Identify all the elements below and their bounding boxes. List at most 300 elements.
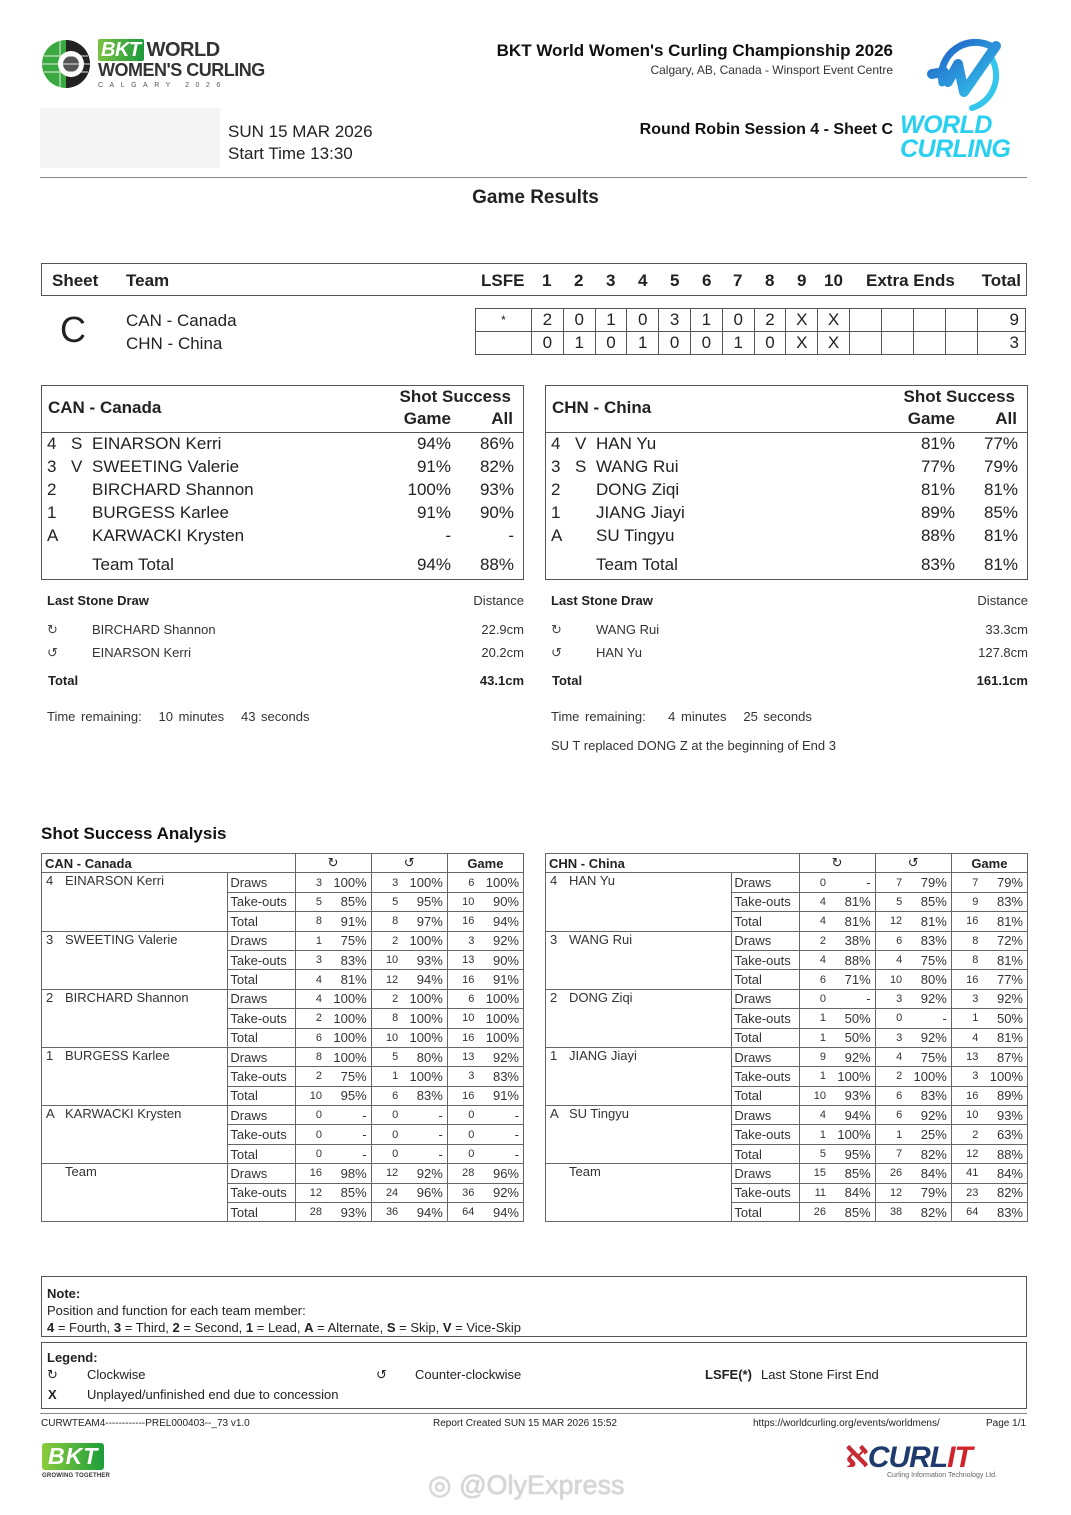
player-position: 1 [47, 503, 57, 522]
shot-count: 23 [951, 1183, 978, 1202]
shot-pct: 92% [978, 989, 1027, 1008]
shot-pct: 94% [474, 912, 523, 931]
note-key: V [442, 1320, 452, 1335]
event-title: BKT World Women's Curling Championship 2026 [496, 41, 893, 60]
shot-pct: 83% [322, 950, 371, 969]
game-pct: 81% [920, 434, 955, 453]
game-pct: - [445, 526, 451, 545]
extra-end-score [849, 332, 881, 355]
logo-line1: WORLD [146, 38, 220, 61]
analysis-player [42, 1047, 228, 1105]
analysis-row [42, 931, 524, 950]
player-last-name: EINARSON [92, 434, 181, 453]
shot-pct: 100% [398, 989, 447, 1008]
team-name-can: CAN - Canada [126, 311, 237, 330]
logo-line3: CALGARY 2026 [98, 81, 227, 89]
shot-pct: 100% [322, 873, 371, 892]
analysis-player-pos: 3 [46, 931, 54, 947]
lsfe-cell [476, 332, 532, 355]
shot-pct: 50% [826, 1009, 875, 1028]
note-key: S [386, 1320, 396, 1335]
shot-pct: 92% [902, 989, 951, 1008]
player-row [546, 526, 1027, 549]
logo-bkt-mark: BKT [98, 39, 144, 61]
shot-type: Draws [732, 1047, 799, 1066]
footer-divider [40, 1413, 1027, 1414]
analysis-player-name: WANG Rui [569, 931, 633, 947]
shot-count: 3 [875, 1028, 902, 1047]
note-key: A [304, 1320, 314, 1335]
end-score: 2 [532, 309, 564, 332]
shot-count: 8 [951, 931, 978, 950]
shot-count: 64 [447, 1203, 474, 1222]
clockwise-icon: ↻ [551, 622, 562, 637]
analysis-player-name: JIANG Jiayi [569, 1047, 637, 1063]
note-meaning: = Fourth, [54, 1320, 114, 1335]
shot-pct: 100% [398, 931, 447, 950]
shot-count: 5 [371, 892, 398, 911]
extra-end-score [881, 309, 913, 332]
shot-pct: 89% [978, 1086, 1027, 1105]
shot-pct: 83% [902, 1086, 951, 1105]
shot-pct: 100% [474, 1028, 523, 1047]
shot-count: 10 [875, 970, 902, 989]
shot-pct: - [474, 1125, 523, 1144]
player-last-name: WANG [596, 457, 649, 476]
shot-pct: 80% [398, 1047, 447, 1066]
shot-pct: - [474, 1106, 523, 1125]
curlit-name-b: IT [947, 1441, 972, 1474]
end-score: 1 [563, 332, 595, 355]
player-position: 4 [47, 434, 57, 453]
end-score: X [818, 309, 850, 332]
all-pct: 81% [983, 480, 1018, 499]
world-curling-logo [898, 38, 1033, 168]
last-stone-draw-can [41, 593, 524, 696]
player-function: S [575, 457, 587, 476]
analysis-player [546, 1164, 732, 1222]
all-pct: 85% [983, 503, 1018, 522]
analysis-player [42, 1164, 228, 1222]
analysis-player [42, 1106, 228, 1164]
player-first-name: Karlee [179, 503, 230, 522]
weibo-icon: ◎ [428, 1470, 452, 1500]
shot-pct: 85% [322, 892, 371, 911]
shot-type: Take-outs [228, 1009, 295, 1028]
all-pct: 79% [983, 457, 1018, 476]
sheet-letter: C [60, 309, 86, 350]
lsd-title: Last Stone Draw [47, 593, 149, 608]
shot-pct: 79% [902, 873, 951, 892]
shot-count: 13 [951, 1047, 978, 1066]
shot-pct: - [398, 1144, 447, 1163]
col-end-2: 2 [574, 271, 584, 290]
shot-count: 4 [799, 892, 826, 911]
shot-type: Take-outs [228, 1125, 295, 1144]
end-score: X [786, 332, 818, 355]
analysis-row [42, 1047, 524, 1066]
team-total-row [546, 555, 1027, 578]
shot-analysis-table-chn [545, 853, 1028, 1222]
legend-x-key: X [48, 1387, 57, 1402]
shot-pct: 96% [474, 1164, 523, 1183]
shot-count: 3 [295, 950, 322, 969]
legend-box [41, 1342, 1027, 1409]
shot-count: 16 [951, 970, 978, 989]
legend-x: Unplayed/unfinished end due to concession [87, 1387, 339, 1402]
analysis-game-header: Game [951, 854, 1027, 873]
legend-title: Legend: [47, 1350, 98, 1365]
counter-clockwise-icon: ↺ [371, 854, 447, 873]
player-position: 4 [551, 434, 561, 453]
analysis-row [546, 1164, 1028, 1183]
shot-count: 16 [447, 970, 474, 989]
clockwise-icon: ↻ [295, 854, 371, 873]
shot-count: 0 [371, 1144, 398, 1163]
shot-pct: 100% [474, 873, 523, 892]
shot-count: 12 [875, 1183, 902, 1202]
clockwise-icon: ↻ [799, 854, 875, 873]
all-pct: - [508, 526, 514, 545]
team-total-label: Team Total [596, 555, 678, 574]
shot-pct: 100% [474, 1009, 523, 1028]
all-pct: 90% [479, 503, 514, 522]
end-score: X [786, 309, 818, 332]
col-extra-ends: Extra Ends [866, 271, 955, 290]
note-key: 2 [172, 1320, 180, 1335]
col-total: Total [981, 271, 1021, 290]
lsd-distance-label: Distance [977, 593, 1028, 608]
shot-count: 10 [447, 1009, 474, 1028]
watermark-text: @OlyExpress [459, 1470, 625, 1500]
shot-type: Draws [732, 873, 799, 892]
game-label: Game [403, 409, 451, 428]
player-row [42, 480, 523, 503]
shot-count: 36 [447, 1183, 474, 1202]
all-pct: 86% [479, 434, 514, 453]
lsd-player: WANG Rui [596, 622, 660, 637]
note-key: 4 [47, 1320, 55, 1335]
player-first-name: Rui [653, 457, 679, 476]
analysis-player-pos: 3 [550, 931, 558, 947]
player-function: S [71, 434, 83, 453]
extra-end-score [913, 332, 945, 355]
curlit-tagline: Curling Information Technology Ltd. [887, 1472, 997, 1479]
shot-count: 28 [295, 1203, 322, 1222]
session-title: Round Robin Session 4 - Sheet C [639, 121, 893, 138]
shot-count: 64 [951, 1203, 978, 1222]
shot-pct: 92% [474, 931, 523, 950]
bkt-tagline: GROWING TOGETHER [42, 1473, 111, 1479]
shot-pct: 100% [978, 1067, 1027, 1086]
analysis-row [42, 989, 524, 1008]
col-end-10: 10 [824, 271, 843, 290]
shot-type: Draws [732, 931, 799, 950]
player-first-name: Ziqi [651, 480, 680, 499]
player-first-name: Valerie [187, 457, 240, 476]
team-name-chn: CHN - China [126, 334, 223, 353]
player-row [42, 457, 523, 480]
all-pct: 81% [983, 526, 1018, 545]
note-line1: Position and function for each team member: [47, 1303, 306, 1318]
event-title-block [497, 41, 893, 77]
event-venue: Calgary, AB, Canada - Winsport Event Centre [650, 63, 893, 77]
lsd-player: HAN Yu [596, 645, 643, 660]
shot-pct: 85% [826, 1203, 875, 1222]
shot-pct: 72% [978, 931, 1027, 950]
shot-count: 36 [371, 1203, 398, 1222]
note-title: Note: [47, 1286, 81, 1301]
end-score: 0 [563, 309, 595, 332]
shot-pct: - [322, 1144, 371, 1163]
shot-count: 8 [371, 912, 398, 931]
game-pct: 100% [407, 480, 451, 499]
shot-pct: 94% [398, 1203, 447, 1222]
shot-count: 4 [295, 989, 322, 1008]
shot-count: 8 [951, 950, 978, 969]
shot-count: 24 [371, 1183, 398, 1202]
shot-count: 0 [447, 1106, 474, 1125]
globe-target-icon [40, 38, 92, 90]
shot-pct: - [398, 1106, 447, 1125]
shot-pct: 81% [826, 892, 875, 911]
lsd-player: EINARSON Kerri [92, 645, 191, 660]
team-title: CAN - Canada [48, 398, 162, 417]
game-pct: 83% [920, 555, 955, 574]
shot-pct: - [398, 1125, 447, 1144]
shot-type: Take-outs [228, 1067, 295, 1086]
team-title: CHN - China [552, 398, 652, 417]
analysis-game-header: Game [447, 854, 523, 873]
shot-count: 12 [875, 912, 902, 931]
shot-type: Draws [228, 1164, 295, 1183]
shot-pct: 100% [398, 873, 447, 892]
counter-clockwise-icon: ↺ [551, 645, 562, 660]
shot-analysis-table-can [41, 853, 524, 1222]
shot-count: 2 [951, 1125, 978, 1144]
header-divider [40, 177, 1027, 178]
note-meaning: = Second, [179, 1320, 246, 1335]
shot-pct: 94% [826, 1106, 875, 1125]
shot-type: Total [732, 1144, 799, 1163]
game-pct: 88% [920, 526, 955, 545]
shot-count: 6 [875, 1106, 902, 1125]
shot-count: 10 [371, 950, 398, 969]
date-block [228, 121, 373, 165]
all-pct: 82% [479, 457, 514, 476]
shot-pct: 81% [902, 912, 951, 931]
player-position: 2 [47, 480, 57, 499]
shot-count: 3 [951, 989, 978, 1008]
game-pct: 94% [416, 434, 451, 453]
shot-count: 12 [371, 1164, 398, 1183]
footer-url[interactable]: https://worldcurling.org/events/worldmens/ [753, 1418, 940, 1429]
extra-end-score [881, 332, 913, 355]
shot-pct: 38% [826, 931, 875, 950]
shot-count: 12 [295, 1183, 322, 1202]
shot-count: 2 [875, 1067, 902, 1086]
all-label: All [491, 409, 513, 428]
shot-count: 26 [799, 1203, 826, 1222]
game-label: Game [907, 409, 955, 428]
shot-pct: 82% [902, 1144, 951, 1163]
analysis-player [42, 873, 228, 931]
page-number: Page 1/1 [986, 1418, 1027, 1429]
watermark [428, 1470, 625, 1501]
game-pct: 94% [416, 555, 451, 574]
start-time: Start Time 13:30 [228, 144, 353, 163]
lsd-distance: 33.3cm [985, 622, 1028, 637]
shot-pct: 71% [826, 970, 875, 989]
shot-pct: - [322, 1106, 371, 1125]
shot-pct: 84% [902, 1164, 951, 1183]
shot-pct: 95% [398, 892, 447, 911]
page-title: Game Results [472, 187, 599, 208]
shot-pct: 83% [978, 892, 1027, 911]
shot-type: Total [732, 1203, 799, 1222]
shot-count: 8 [371, 1009, 398, 1028]
shot-pct: 88% [826, 950, 875, 969]
shot-type: Draws [228, 931, 295, 950]
col-end-8: 8 [765, 271, 775, 290]
shot-pct: 75% [902, 950, 951, 969]
end-score: 2 [754, 309, 786, 332]
end-score: 0 [627, 309, 659, 332]
shot-pct: 100% [322, 1028, 371, 1047]
shot-count: 6 [447, 873, 474, 892]
analysis-player-pos: 2 [550, 989, 558, 1005]
shot-count: 9 [951, 892, 978, 911]
shot-count: 0 [799, 989, 826, 1008]
game-pct: 81% [920, 480, 955, 499]
shot-pct: 84% [826, 1183, 875, 1202]
shot-count: 6 [447, 989, 474, 1008]
shot-type: Draws [732, 1164, 799, 1183]
note-box [41, 1276, 1027, 1337]
shot-count: 4 [799, 950, 826, 969]
shot-count: 0 [371, 1125, 398, 1144]
shot-pct: 77% [978, 970, 1027, 989]
shot-pct: 98% [322, 1164, 371, 1183]
shot-count: 6 [799, 970, 826, 989]
end-score: 0 [754, 332, 786, 355]
analysis-player [546, 989, 732, 1047]
logo-line2: WOMEN'S CURLING [98, 59, 265, 80]
analysis-row [42, 873, 524, 892]
end-score: 1 [690, 309, 722, 332]
analysis-player [42, 989, 228, 1047]
shot-pct: 88% [978, 1144, 1027, 1163]
shot-count: 16 [447, 1028, 474, 1047]
curlit-logo [845, 1440, 997, 1479]
shot-count: 1 [799, 1067, 826, 1086]
legend-clockwise: Clockwise [87, 1367, 146, 1382]
game-pct: 91% [416, 503, 451, 522]
shot-count: 10 [799, 1086, 826, 1105]
note-meaning: = Alternate, [313, 1320, 387, 1335]
shot-count: 1 [799, 1009, 826, 1028]
analysis-player [546, 931, 732, 989]
shot-count: 1 [295, 931, 322, 950]
shot-pct: 92% [902, 1028, 951, 1047]
lsd-player: BIRCHARD Shannon [92, 622, 216, 637]
lsd-distance: 127.8cm [978, 645, 1028, 660]
report-created: Report Created SUN 15 MAR 2026 15:52 [433, 1418, 617, 1429]
shot-count: 38 [875, 1203, 902, 1222]
shot-count: 8 [295, 1047, 322, 1066]
shot-count: 0 [295, 1106, 322, 1125]
player-position: 2 [551, 480, 561, 499]
analysis-header-row [42, 854, 524, 873]
analysis-player-name: BIRCHARD Shannon [65, 989, 189, 1005]
linescore-grid [475, 308, 1026, 355]
analysis-row [546, 1106, 1028, 1125]
analysis-row [546, 1047, 1028, 1066]
shot-count: 4 [875, 950, 902, 969]
shot-pct: 85% [902, 892, 951, 911]
shot-type: Take-outs [228, 892, 295, 911]
header-left-background [40, 108, 220, 168]
player-first-name: Kerri [185, 434, 222, 453]
shot-count: 1 [875, 1125, 902, 1144]
shot-pct: - [826, 989, 875, 1008]
scoreboard-header [41, 263, 1027, 296]
shot-type: Total [228, 1203, 295, 1222]
shot-pct: 91% [474, 970, 523, 989]
note-meaning: = Third, [121, 1320, 173, 1335]
shot-count: 4 [951, 1028, 978, 1047]
shot-pct: 100% [398, 1009, 447, 1028]
end-score: X [818, 332, 850, 355]
analysis-player [546, 1106, 732, 1164]
shot-count: 3 [371, 873, 398, 892]
end-score: 1 [627, 332, 659, 355]
total-score: 3 [977, 332, 1025, 355]
curlit-name-a: CURL [867, 1441, 948, 1474]
analysis-player-pos: 4 [550, 873, 558, 889]
lsd-distance: 22.9cm [481, 622, 524, 637]
end-score: 0 [722, 309, 754, 332]
shot-pct: 100% [322, 989, 371, 1008]
analysis-row [546, 931, 1028, 950]
player-function: V [71, 457, 83, 476]
player-last-name: JIANG [596, 503, 647, 522]
player-last-name: HAN [596, 434, 632, 453]
col-sheet: Sheet [52, 271, 99, 290]
shot-pct: 95% [826, 1144, 875, 1163]
shot-pct: 92% [902, 1106, 951, 1125]
shot-type: Draws [228, 873, 295, 892]
end-score: 1 [595, 309, 627, 332]
shot-count: 2 [295, 1067, 322, 1086]
shot-count: 4 [875, 1047, 902, 1066]
player-position: 3 [551, 457, 561, 476]
game-pct: 89% [920, 503, 955, 522]
bkt-logo-mark: BKT [42, 1443, 104, 1470]
lsd-distance: 20.2cm [481, 645, 524, 660]
analysis-header-row [546, 854, 1028, 873]
shot-pct: 94% [474, 1203, 523, 1222]
shot-count: 0 [295, 1144, 322, 1163]
shot-pct: - [902, 1009, 951, 1028]
shot-pct: 100% [826, 1125, 875, 1144]
analysis-player-name: Team [569, 1164, 601, 1180]
end-score: 0 [659, 332, 691, 355]
shot-pct: 83% [398, 1086, 447, 1105]
shot-type: Total [228, 970, 295, 989]
end-score: 0 [532, 332, 564, 355]
substitution-note: SU T replaced DONG Z at the beginning of End 3 [551, 738, 836, 753]
